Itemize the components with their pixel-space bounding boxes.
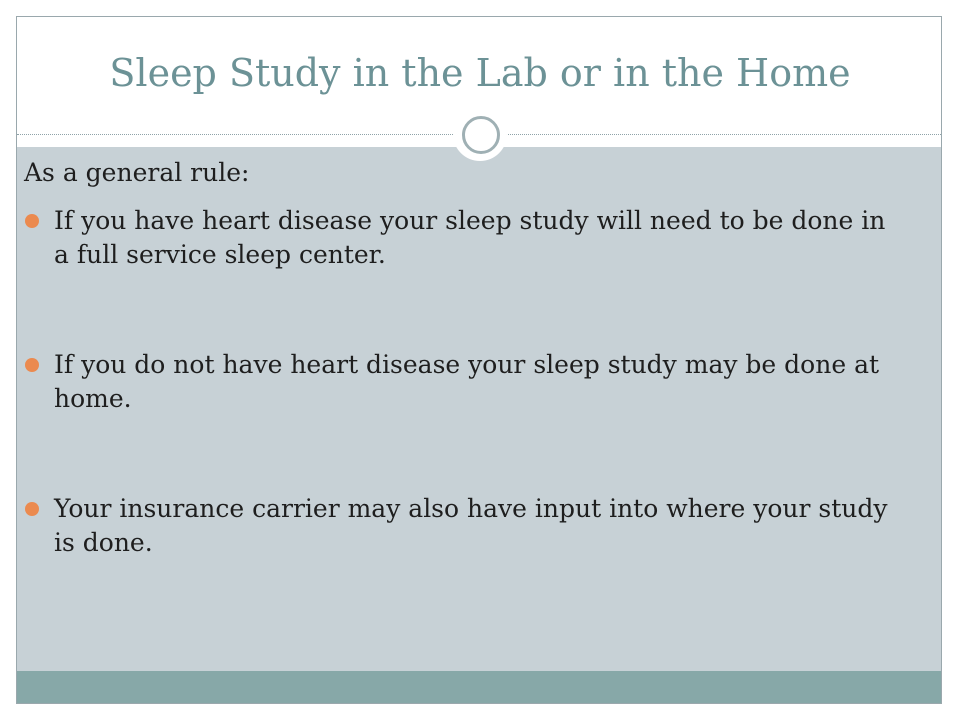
bullet-dot-icon	[25, 214, 39, 228]
bullet-dot-icon	[25, 358, 39, 372]
slide-title: Sleep Study in the Lab or in the Home	[109, 51, 851, 95]
bullet-text: Your insurance carrier may also have input into where your study is done.	[54, 494, 888, 557]
footer-bar	[17, 671, 942, 704]
bullet-list	[24, 204, 904, 560]
circle-ring-inner	[462, 116, 500, 154]
bullet-item	[24, 204, 904, 272]
bullet-item	[24, 492, 904, 560]
bullet-text: If you do not have heart disease your sleep study may be done at home.	[54, 350, 880, 413]
bullet-dot-icon	[25, 502, 39, 516]
slide-body	[24, 156, 904, 560]
bullet-text: If you have heart disease your sleep study will need to be done in a full service sleep center.	[54, 206, 886, 269]
circle-ring-icon	[453, 107, 507, 161]
bullet-item	[24, 348, 904, 416]
intro-text: As a general rule:	[24, 158, 250, 187]
